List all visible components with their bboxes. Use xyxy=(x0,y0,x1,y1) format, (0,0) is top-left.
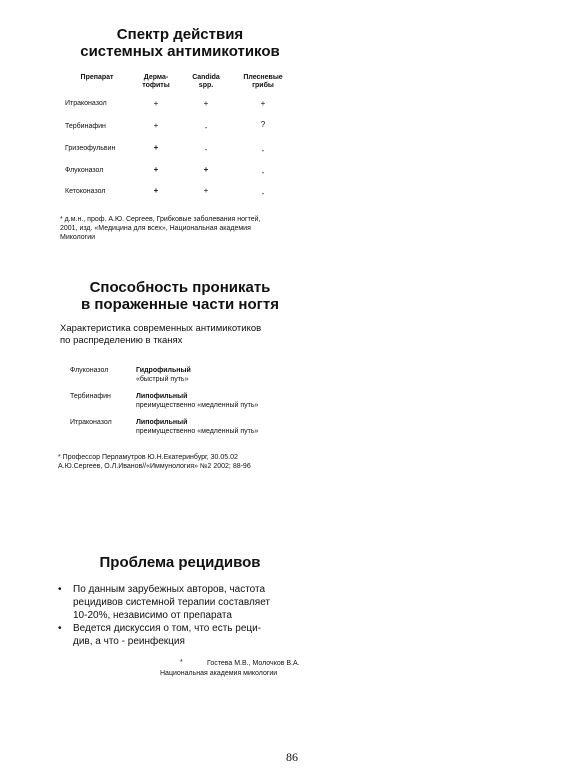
section1-footnote-line3: Микологии xyxy=(60,234,96,241)
distribution-row-drug: Итраконазол xyxy=(70,419,112,426)
distribution-row-type: Липофильный xyxy=(136,393,188,400)
table-cell-candida: - xyxy=(204,123,208,132)
section2-title-line1: Способность проникать xyxy=(89,279,271,296)
table-cell-derm: + xyxy=(153,143,159,152)
table-cell-derm: + xyxy=(153,186,159,195)
bullet-line: див, а что - реинфекция xyxy=(73,636,185,647)
table-header-candida: Candida spp. xyxy=(192,74,220,89)
table-cell-derm: + xyxy=(153,165,159,174)
bullet-marker: • xyxy=(58,584,62,595)
section2-footnote-line2: А.Ю.Сергеев, О.Л.Иванов//«Иммунология» №2 2002; 88-96 xyxy=(58,463,251,470)
section2-subtitle-line2: по распределению в тканях xyxy=(60,335,183,346)
section2-footnote-line1: * Профессор Перламутров Ю.Н.Екатеринбург, 30.05.02 xyxy=(58,454,238,461)
table-cell-mold: - xyxy=(261,168,265,177)
section3-footnote-org: Национальная академия микологии xyxy=(160,670,278,677)
distribution-row-desc: преимущественно «медленный путь» xyxy=(136,428,259,435)
section3-footnote-star: * xyxy=(180,659,183,666)
table-header-drug: Препарат xyxy=(80,74,114,81)
table-cell-candida: + xyxy=(203,165,209,174)
bullet-line: По данным зарубежных авторов, частота xyxy=(73,584,266,595)
section1-title-line2: системных антимикотиков xyxy=(80,43,280,60)
table-row-drug: Флуконазол xyxy=(65,167,104,174)
table-header-mold: Плесневые грибы xyxy=(243,74,283,89)
table-row-drug: Итраконазол xyxy=(65,100,107,107)
page-number: 86 xyxy=(286,750,298,764)
distribution-row-drug: Флуконазол xyxy=(70,367,109,374)
section2-title-line2: в пораженные части ногтя xyxy=(80,296,280,313)
table-cell-mold: - xyxy=(261,189,265,198)
table-header-dermatophytes: Дерма- тофиты xyxy=(142,74,170,89)
table-cell-mold: ? xyxy=(260,120,266,129)
bullet-line: 10-20%, независимо от препарата xyxy=(73,610,232,621)
table-row-drug: Гризеофульвин xyxy=(65,145,116,152)
table-cell-mold: + xyxy=(260,99,266,108)
table-row-drug: Тербинафин xyxy=(65,123,106,130)
table-row-drug: Кетоконазол xyxy=(65,188,106,195)
distribution-row-desc: преимущественно «медленный путь» xyxy=(136,402,259,409)
section3-footnote-authors: Гостева М.В., Молочков В.А. xyxy=(207,660,300,667)
section3-title: Проблема рецидивов xyxy=(99,554,261,571)
table-cell-derm: + xyxy=(153,121,159,130)
section2-subtitle-line1: Характеристика современных антимикотиков xyxy=(60,323,262,334)
distribution-row-type: Гидрофильный xyxy=(136,367,191,374)
section1-footnote-line1: * д.м.н., проф. А.Ю. Сергеев, Грибковые заболевания ногтей, xyxy=(60,216,261,223)
table-cell-candida: - xyxy=(204,145,208,154)
section1-title-line1: Спектр действия xyxy=(116,26,244,43)
distribution-row-drug: Тербинафин xyxy=(70,393,111,400)
table-cell-candida: + xyxy=(203,186,209,195)
bullet-line: рецидивов системной терапии составляет xyxy=(73,597,271,608)
distribution-row-type: Липофильный xyxy=(136,419,188,426)
table-cell-derm: + xyxy=(153,99,159,108)
bullet-line: Ведется дискуссия о том, что есть реци- xyxy=(73,623,262,634)
table-cell-mold: - xyxy=(261,146,265,155)
table-cell-candida: + xyxy=(203,99,209,108)
bullet-marker: • xyxy=(58,623,62,634)
distribution-row-desc: «быстрый путь» xyxy=(136,376,189,383)
section1-footnote-line2: 2001, изд. «Медицина для всех», Национальная академия xyxy=(60,225,251,232)
